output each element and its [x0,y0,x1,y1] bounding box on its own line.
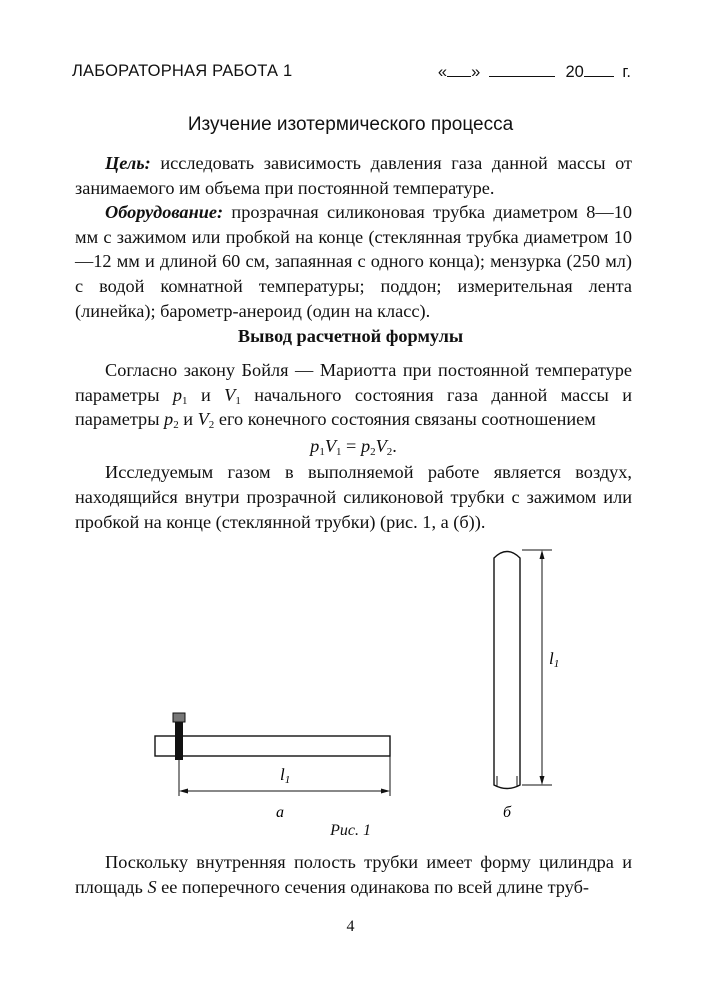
equipment-label: Оборудование: [105,202,224,223]
horizontal-tube [155,736,390,756]
goal-paragraph [75,151,632,200]
year-suffix: г. [622,63,631,81]
arrowhead-top [540,550,545,559]
goal-text: исследовать зависимость давления газа данной массы от занимаемого им объема при постоянной температуре. [75,153,632,198]
derivation-block [75,358,632,534]
boyle-mariotte-paragraph: Согласно закону Бойля — Мариотта при постоянной температуре параметры $p_1$ и $V_1$ начального состояния газа данной массы и параметры $p_2$ и $V_2$ его конечного состояния связаны соотношением [75,360,632,432]
lab-work-label: ЛАБОРАТОРНАЯ РАБОТА 1 [72,62,293,80]
clamp-screw-head [173,713,185,722]
intro-block [75,151,632,323]
year-prefix: 20 [565,63,584,81]
cylinder-paragraph: Поскольку внутренняя полость трубки имеет форму цилиндра и площадь S ее поперечного сечения одинакова по всей длине труб- [75,852,632,897]
label-b: б [503,804,512,821]
figure-1-drawing [0,540,701,840]
equipment-paragraph [75,200,632,323]
clamp-body [175,722,183,760]
label-a: а [276,804,284,821]
boyle-mariotte-formula: $p_1V_1 = p_2V_2$. [310,435,397,458]
section-heading: Вывод расчетной формулы [237,326,464,346]
arrowhead-right [381,789,390,794]
date-field [438,62,631,82]
vertical-tube [494,552,520,789]
dimension-label-a: l1 [280,765,291,786]
goal-label: Цель: [105,153,151,173]
continuation-block [75,850,632,899]
date-open-quote: « [437,63,448,81]
equipment-text: прозрачная силиконовая трубка диаметром 8—10 мм с зажимом или пробкой на конце (стеклянная трубка диаметром 10—12 мм и длиной 60 см, запаянная с одного конца); мензурка (250 мл) с водой комнатной температуры; поддон; измерительная лента (линейка); барометр-анероид (один на класс). [75,202,632,321]
figure-caption: Рис. 1 [330,822,371,839]
dimension-label-b: l1 [549,649,560,670]
page-title: Изучение изотермического процесса [187,114,514,135]
studied-gas-paragraph: Исследуемым газом в выполняемой работе является воздух, находящийся внутри прозрачной силиконовой трубки с зажимом или пробкой на конце (стеклянной трубки) (рис. 1, а (б)). [75,462,632,532]
arrowhead-bottom [540,776,545,785]
date-close-quote: » [471,63,481,81]
arrowhead-left [179,789,188,794]
page-number: 4 [346,918,355,935]
figure-1 [0,540,701,840]
